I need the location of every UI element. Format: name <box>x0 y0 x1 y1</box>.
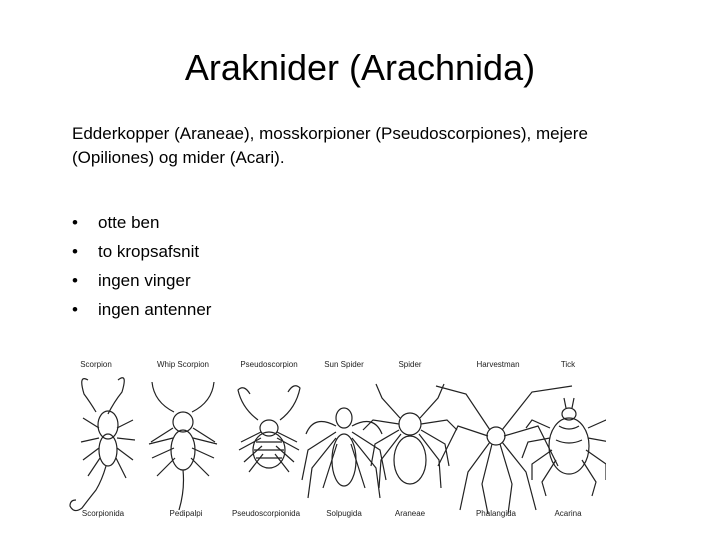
arachnid-illustration <box>66 350 606 530</box>
label-harvestman: Harvestman <box>476 360 520 369</box>
bullet-item <box>72 208 211 237</box>
slide-title: Araknider (Arachnida) <box>184 47 536 88</box>
whip-scorpion-drawing <box>149 382 217 510</box>
bullet-dot: • <box>72 300 78 319</box>
label-scorpion: Scorpion <box>80 360 112 369</box>
label-tick: Tick <box>560 360 576 369</box>
label-solpugida: Solpugida <box>326 509 362 518</box>
label-sun-spider: Sun Spider <box>324 360 364 369</box>
intro-text: Edderkopper (Araneae), mosskorpioner (Pseudoscorpiones), mejere (Opiliones) og mider (Acari). <box>72 124 588 167</box>
bullet-text: ingen antenner <box>98 300 212 319</box>
bullet-text: ingen vinger <box>98 271 191 290</box>
bullet-dot: • <box>72 242 78 261</box>
label-acarina: Acarina <box>554 509 582 518</box>
label-pseudoscorpionida: Pseudoscorpionida <box>231 509 301 518</box>
bullet-dot: • <box>72 213 78 232</box>
label-pseudoscorpion: Pseudoscorpion <box>240 360 298 369</box>
label-scorpionida: Scorpionida <box>81 509 125 518</box>
bullet-item <box>72 295 211 324</box>
label-pedipalpi: Pedipalpi <box>169 509 203 518</box>
bullet-item <box>72 237 211 266</box>
label-whip-scorpion: Whip Scorpion <box>156 360 210 369</box>
bullet-item <box>72 266 211 295</box>
label-araneae: Araneae <box>394 509 426 518</box>
scorpion-drawing <box>70 378 135 511</box>
bullet-list <box>72 208 211 324</box>
label-phalangida: Phalangida <box>475 509 517 518</box>
label-spider: Spider <box>398 360 422 369</box>
bullet-text: to kropsafsnit <box>98 242 200 261</box>
tick-drawing <box>522 398 606 496</box>
bullet-dot: • <box>72 271 78 290</box>
pseudoscorpion-drawing <box>238 386 300 472</box>
bullet-text: otte ben <box>98 213 160 232</box>
